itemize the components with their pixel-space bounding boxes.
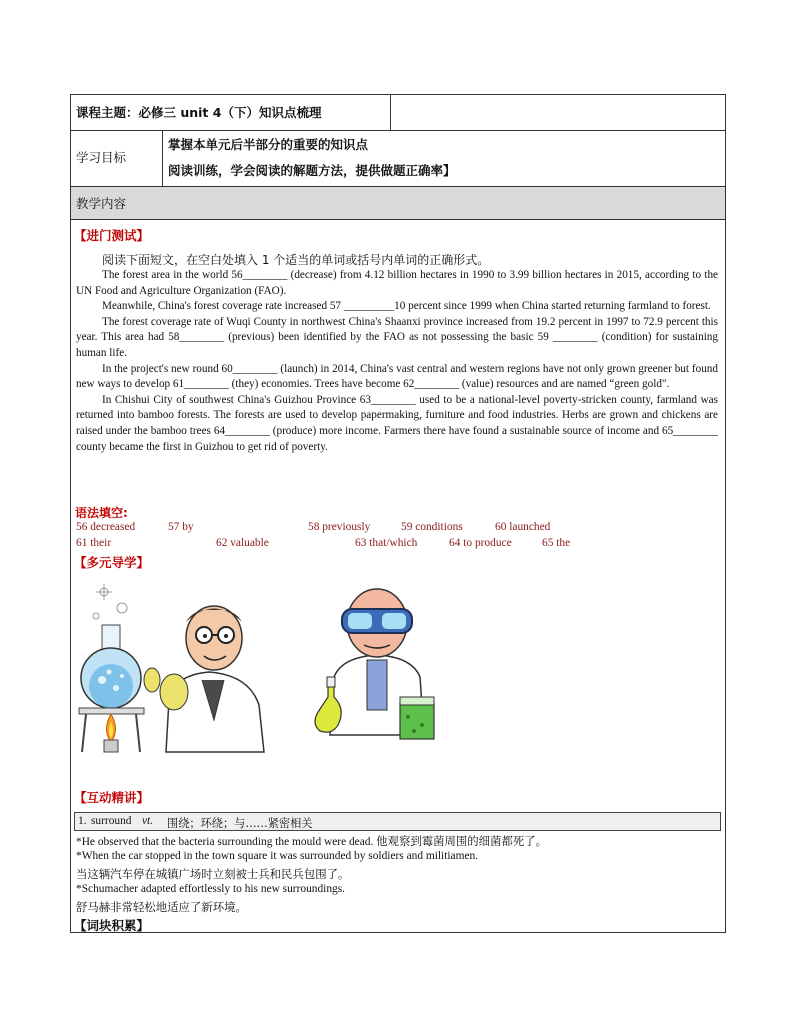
answer: 61 their: [76, 537, 112, 549]
section-vocab: 【词块积累】: [74, 918, 150, 933]
example-sentence: *He observed that the bacteria surrounding the mould were dead. 他观察到霉菌周围的细菌都死了。: [76, 836, 548, 848]
answer: 59 conditions: [401, 521, 463, 533]
word-meaning: 围绕；环绕；与……紧密相关: [167, 817, 313, 830]
goal-line-1: 掌握本单元后半部分的重要的知识点: [168, 137, 369, 152]
answer: 60 launched: [495, 521, 551, 533]
goal-line-2: 阅读训练，学会阅读的解题方法，提供做题正确率】: [168, 163, 456, 178]
table-right-border: [725, 94, 726, 932]
table-bottom-border: [70, 932, 726, 933]
answer: 64 to produce: [449, 537, 512, 549]
example-sentence: *Schumacher adapted effortlessly to his new surroundings.: [76, 883, 345, 895]
answer: 56 decreased: [76, 521, 136, 533]
passage-paragraph: In Chishui City of southwest China's Guizhou Province 63________ used to be a national-level poverty-stricken county, farmland was returned into bamboo forests. The forests are used to develop papermaking, furniture and food industries. Herbs are grown and chickens are raised under the bamboo trees 64________ (produce) more income. Farmers there have found a sustainable source of income and 65________ county became the first in Guizhou to get rid of poverty.: [76, 393, 718, 453]
section-multi: 【多元导学】: [74, 555, 150, 570]
word-entry-box: [74, 812, 721, 831]
word-number: 1.: [78, 815, 87, 827]
example-sentence: *When the car stopped in the town square it was surrounded by soldiers and militiamen.: [76, 850, 479, 862]
word-pos: vt.: [142, 815, 154, 827]
passage-paragraph: In the project's new round 60________ (launch) in 2014, China's vast central and western regions have not only grown greener but found new ways to develop 61________ (they) economies. Trees have become 62________ (value) resources and are named “green gold".: [76, 362, 718, 391]
word-headword: surround: [91, 815, 132, 827]
table-top-border: [70, 94, 726, 95]
scientist-goggles-illustration: [312, 585, 442, 743]
answer: 58 previously: [308, 521, 371, 533]
table-left-border: [70, 94, 71, 932]
answer: 63 that/which: [355, 537, 418, 549]
passage-paragraph: Meanwhile, China's forest coverage rate increased 57 _________10 percent since 1999 when China started returning farmland to forest.: [102, 300, 711, 313]
goal-label: 学习目标: [76, 150, 127, 165]
section-interactive: 【互动精讲】: [74, 790, 150, 805]
passage: [76, 268, 718, 455]
course-topic: 课程主题：必修三 unit 4（下）知识点梳理: [76, 105, 322, 120]
answer: 65 the: [542, 537, 571, 549]
content-label: 教学内容: [76, 196, 127, 211]
scientist-flask-illustration: [74, 580, 284, 755]
answer: 62 valuable: [216, 537, 269, 549]
section-entry-test: 【进门测试】: [74, 228, 150, 243]
grammar-heading: 语法填空:: [75, 506, 128, 520]
answer: 57 by: [168, 521, 194, 533]
table-row-border: [70, 219, 726, 220]
passage-paragraph: The forest area in the world 56________ (decrease) from 4.12 billion hectares in 1990 to 3.99 billion hectares in 2015, according to the UN Food and Agriculture Organization (FAO).: [76, 269, 718, 297]
instruction: 阅读下面短文，在空白处填入 1 个适当的单词或括号内单词的正确形式。: [102, 253, 490, 267]
table-row-border: [70, 130, 726, 131]
example-translation: 当这辆汽车停在城镇广场时立刻被士兵和民兵包围了。: [76, 867, 350, 881]
content-row-bg: [70, 186, 725, 219]
table-col-divider: [390, 94, 391, 130]
passage-paragraph: The forest coverage rate of Wuqi County in northwest China's Shaanxi province increased from 19.2 percent in 1997 to 72.9 percent this year. This area had 58________ (previous) been identified by the FAO as not possessing the basic 59 ________ (condition) for sustaining human life.: [76, 315, 718, 359]
example-translation: 舒马赫非常轻松地适应了新环境。: [76, 900, 247, 914]
table-row-border: [70, 186, 726, 187]
table-col-divider: [162, 130, 163, 186]
